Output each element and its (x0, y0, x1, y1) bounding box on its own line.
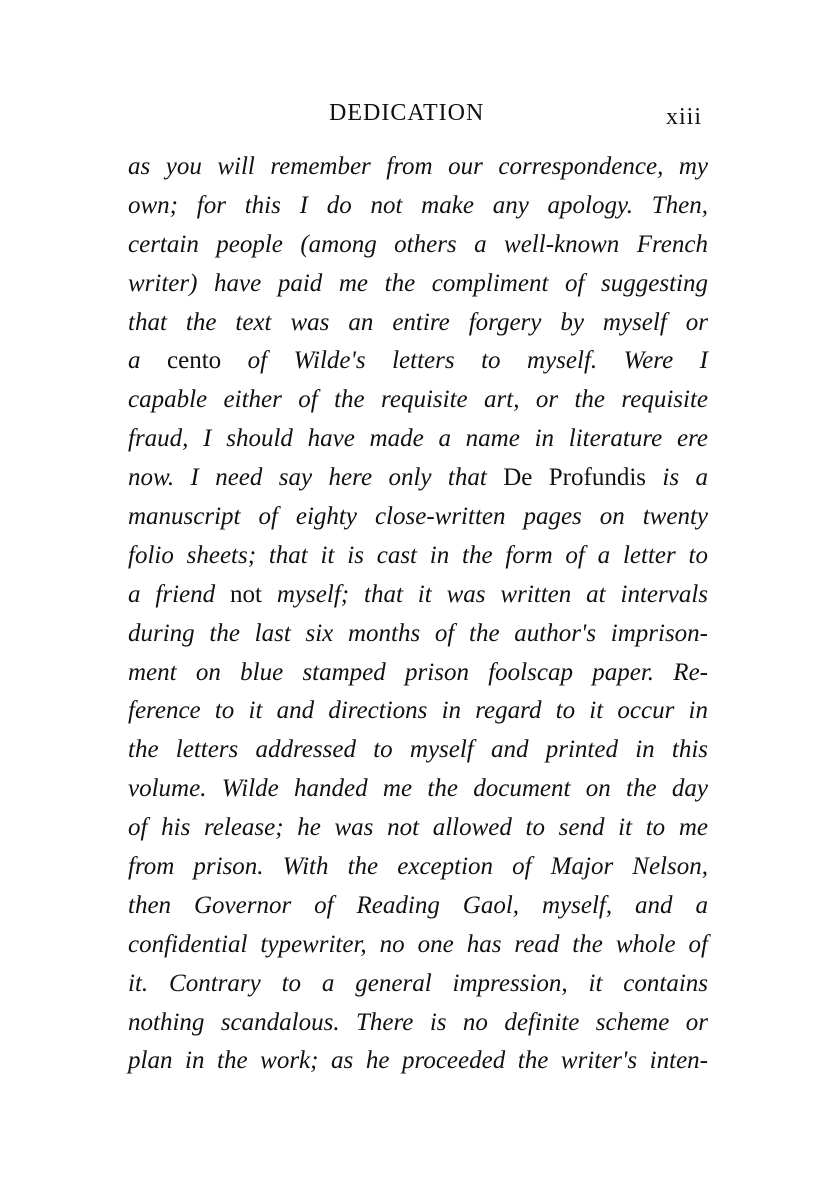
text-line: that the text was an entire forgery by myself or (128, 308, 708, 336)
text-line: during the last six months of the author's imprison- (128, 619, 708, 647)
text-run: is a (646, 464, 708, 492)
text-line: fraud, I should have made a name in literature ere (128, 425, 708, 453)
running-title: DEDICATION (329, 100, 485, 126)
text-line: the letters addressed to myself and printed in this (128, 736, 708, 764)
text-line: plan in the work; as he proceeded the writer's inten- (128, 1047, 708, 1075)
text-run: a (128, 347, 167, 375)
text-line: own; for this I do not make any apology. Then, (128, 191, 708, 219)
text-line: folio sheets; that it is cast in the form of a letter to (128, 541, 708, 569)
page-number: xiii (666, 104, 703, 130)
body-text (128, 148, 708, 1081)
running-head (0, 100, 840, 134)
book-title-de-profundis: De Profundis (503, 464, 646, 492)
text-line: volume. Wilde handed me the document on the day (128, 775, 708, 803)
text-line: as you will remember from our correspondence, my (128, 153, 708, 180)
text-line (128, 459, 708, 498)
text-line: capable either of the requisite art, or the requisite (128, 386, 708, 414)
text-line: manuscript of eighty close-written pages on twenty (128, 503, 708, 531)
text-line: then Governor of Reading Gaol, myself, and a (128, 891, 708, 919)
text-line: writer) have paid me the compliment of suggesting (128, 269, 708, 297)
text-line: confidential typewriter, no one has read the whole of (128, 930, 708, 958)
roman-word-cento: cento (167, 347, 222, 375)
text-line: it. Contrary to a general impression, it contains (128, 969, 708, 997)
text-run: a friend (128, 580, 231, 608)
text-line: certain people (among others a well-known French (128, 230, 708, 258)
text-line (128, 342, 708, 381)
text-line: ference to it and directions in regard to it occur in (128, 697, 708, 725)
text-line (128, 576, 708, 615)
text-line: ment on blue stamped prison foolscap paper. Re- (128, 658, 708, 686)
text-line: of his release; he was not allowed to send it to me (128, 814, 708, 842)
text-line: from prison. With the exception of Major Nelson, (128, 853, 708, 881)
text-line: nothing scandalous. There is no definite scheme or (128, 1008, 708, 1036)
text-run: now. I need say here only that (128, 464, 504, 492)
text-run: of Wilde's letters to myself. Were I (221, 347, 708, 375)
roman-word-not: not (230, 580, 262, 608)
text-run: myself; that it was written at intervals (262, 580, 709, 608)
